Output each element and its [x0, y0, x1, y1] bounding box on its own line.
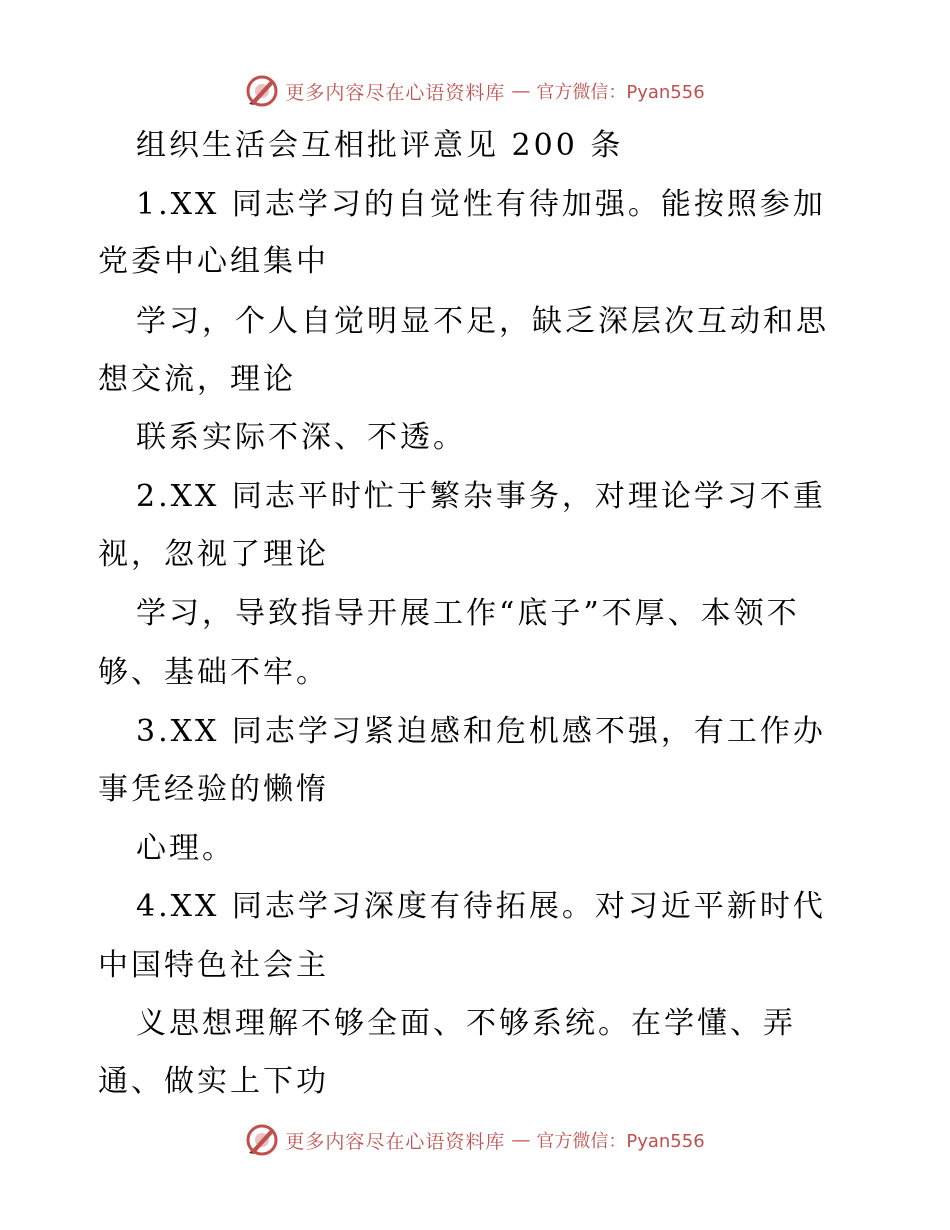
- text-line: 够、基础不牢。: [98, 655, 329, 690]
- text-line: 联系实际不深、不透。: [136, 420, 466, 455]
- text-line: 想交流，理论: [98, 362, 296, 397]
- text-line: 1.XX 同志学习的自觉性有待加强。能按照参加: [136, 187, 826, 222]
- text-line: 事凭经验的懒惰: [98, 772, 329, 807]
- text-line: 视，忽视了理论: [98, 537, 329, 572]
- text-line: 学习，个人自觉明显不足，缺乏深层次互动和思: [136, 304, 829, 339]
- watermark-wechat: 官方微信：Pyan556: [536, 1131, 705, 1152]
- footer-watermark: [0, 1120, 950, 1160]
- text-line: 中国特色社会主: [98, 948, 329, 983]
- text-line: 通、做实上下功: [98, 1064, 329, 1099]
- text-line: 2.XX 同志平时忙于繁杂事务，对理论学习不重: [136, 479, 826, 514]
- quill-seal-icon: [245, 1123, 279, 1157]
- watermark-text: 更多内容尽在心语资料库: [285, 81, 506, 104]
- watermark-separator: —: [511, 80, 531, 102]
- watermark-wechat: 官方微信：Pyan556: [536, 82, 705, 103]
- text-line: 4.XX 同志学习深度有待拓展。对习近平新时代: [136, 889, 826, 924]
- text-line: 学习，导致指导开展工作“底子”不厚、本领不: [136, 596, 800, 631]
- watermark-text: 更多内容尽在心语资料库: [285, 1130, 506, 1153]
- text-line: 党委中心组集中: [98, 244, 329, 279]
- document-title: 组织生活会互相批评意见 200 条: [136, 128, 624, 163]
- header-watermark: [0, 71, 950, 111]
- quill-seal-icon: [245, 74, 279, 108]
- watermark-separator: —: [511, 1129, 531, 1151]
- text-line: 心理。: [136, 831, 235, 866]
- text-line: 3.XX 同志学习紧迫感和危机感不强，有工作办: [136, 714, 826, 749]
- text-line: 义思想理解不够全面、不够系统。在学懂、弄: [136, 1006, 796, 1041]
